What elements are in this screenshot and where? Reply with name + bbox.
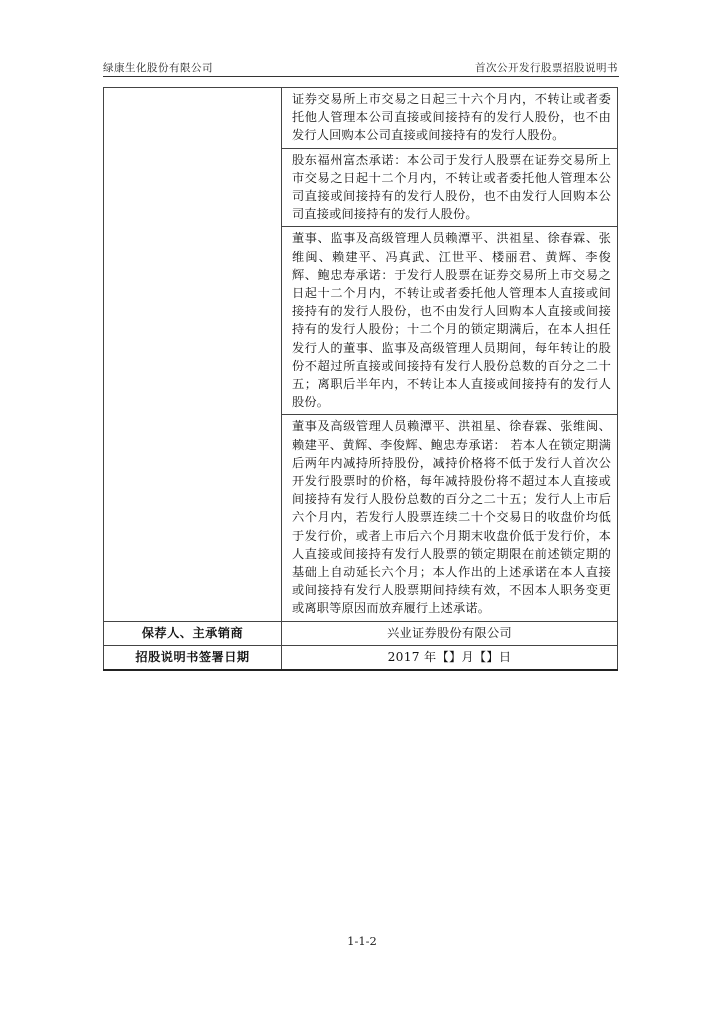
sponsor-label: 保荐人、主承销商 <box>141 625 244 640</box>
table-row <box>104 88 618 149</box>
merged-label-cell <box>104 88 282 622</box>
signing-date-label-cell <box>104 645 282 670</box>
commitment-cell <box>282 88 618 149</box>
signing-date-value-cell <box>282 645 618 670</box>
signing-date-label: 招股说明书签署日期 <box>135 649 250 664</box>
lockup-commitment-table <box>103 87 618 671</box>
sponsor-label-cell <box>104 621 282 645</box>
commitment-cell <box>282 148 618 227</box>
commitment-text: 股东福州富杰承诺：本公司于发行人股票在证券交易所上市交易之日起十二个月内，不转让或者委托他人管理本公司直接或间接持有的发行人股份，也不由发行人回购本公司直接或间接持有的发行人股份。 <box>292 152 611 222</box>
sponsor-value: 兴业证券股份有限公司 <box>387 625 512 640</box>
commitment-text: 董事及高级管理人员赖潭平、洪祖星、徐春霖、张维闽、赖建平、黄辉、李俊辉、鲍忠寿承诺： 若本人在锁定期满后两年内减持所持股份，减持价格将不低于发行人首次公开发行股票时的价格，每年减持股份将不超过本人直接或间接持有发行人股份总数的百分之二十五；发行人上市后六个月内，若发行人股票连续二十个交易日的收盘价均低于发行价，或者上市后六个月期末收盘价低于发行价，本人直接或间接持有发行人股票的锁定期限在前述锁定期的基础上自动延长六个月；本人作出的上述承诺在本人直接或间接持有发行人股票期间持续有效，不因本人职务变更或离职等原因而放弃履行上述承诺。 <box>292 419 611 616</box>
table-row <box>104 645 618 670</box>
table-row <box>104 621 618 645</box>
page-number: 1-1-2 <box>347 934 377 948</box>
commitment-text: 证券交易所上市交易之日起三十六个月内，不转让或者委托他人管理本公司直接或间接持有的发行人股份，也不由发行人回购本公司直接或间接持有的发行人股份。 <box>292 92 611 143</box>
commitment-text: 董事、监事及高级管理人员赖潭平、洪祖星、徐春霖、张维闽、赖建平、冯真武、江世平、楼丽君、黄辉、李俊辉、鲍忠寿承诺：于发行人股票在证券交易所上市交易之日起十二个月内，不转让或者委托他人管理本人直接或间接持有的发行人股份，也不由发行人回购本人直接或间接持有的发行人股份；十二个月的锁定期满后，在本人担任发行人的董事、监事及高级管理人员期间，每年转让的股份不超过所直接或间接持有发行人股份总数的百分之二十五；离职后半年内，不转让本人直接或间接持有的发行人股份。 <box>292 231 611 410</box>
header-document-title: 首次公开发行股票招股说明书 <box>475 62 618 74</box>
commitment-cell <box>282 227 618 415</box>
signing-date-value: 2017 年【】月【】日 <box>387 649 512 664</box>
commitment-cell <box>282 415 618 621</box>
sponsor-value-cell <box>282 621 618 645</box>
header-company-name: 绿康生化股份有限公司 <box>103 62 213 74</box>
header-rule <box>103 76 619 77</box>
